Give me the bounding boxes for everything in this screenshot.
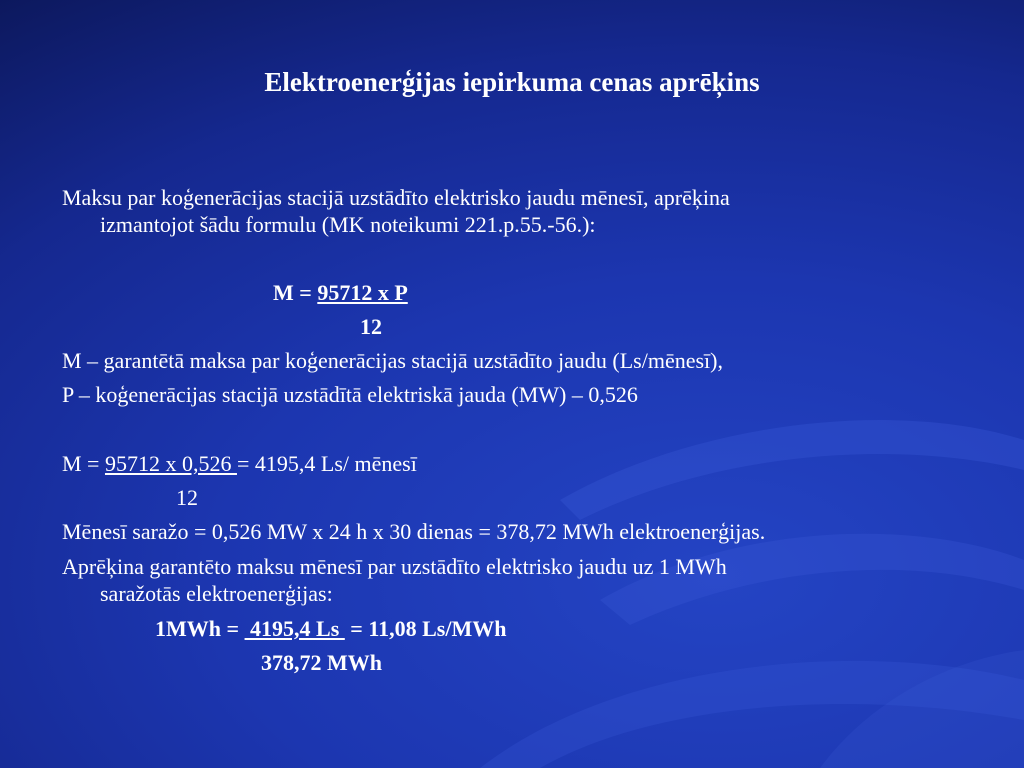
final-numerator: 4195,4 Ls [244,616,345,641]
formula-denominator: 12 [360,314,382,339]
formula-line [273,280,408,306]
calc-lhs: M = [62,451,105,476]
production-line: Mēnesī saražo = 0,526 MW x 24 h x 30 dienas = 378,72 MWh elektroenerģijas. [62,519,766,544]
definition-m: M – garantētā maksa par koģenerācijas stacijā uzstādīto jaudu (Ls/mēnesī), [62,348,723,373]
compute-line-2: saražotās elektroenerģijas: [100,581,333,606]
slide-title: Elektroenerģijas iepirkuma cenas aprēķins [264,67,760,97]
calc-numerator: 95712 x 0,526 [104,451,237,476]
calculation-line [62,451,417,477]
final-denominator: 378,72 MWh [261,650,382,675]
definition-p: P – koģenerācijas stacijā uzstādītā elektriskā jauda (MW) – 0,526 [62,382,638,407]
compute-line-1: Aprēķina garantēto maksu mēnesī par uzstādīto elektrisko jaudu uz 1 MWh [62,554,727,579]
calc-denominator: 12 [176,485,198,510]
formula-numerator: 95712 x P [317,280,408,305]
intro-line-1: Maksu par koģenerācijas stacijā uzstādīto elektrisko jaudu mēnesī, aprēķina [62,185,730,210]
calc-result: = 4195,4 Ls/ mēnesī [236,451,417,476]
formula-lhs: M = [273,280,318,305]
intro-line-2: izmantojot šādu formulu (MK noteikumi 221.p.55.-56.): [100,212,596,237]
final-formula-line [155,616,506,642]
final-result: = 11,08 Ls/MWh [344,616,507,641]
final-lhs: 1MWh = [155,616,245,641]
